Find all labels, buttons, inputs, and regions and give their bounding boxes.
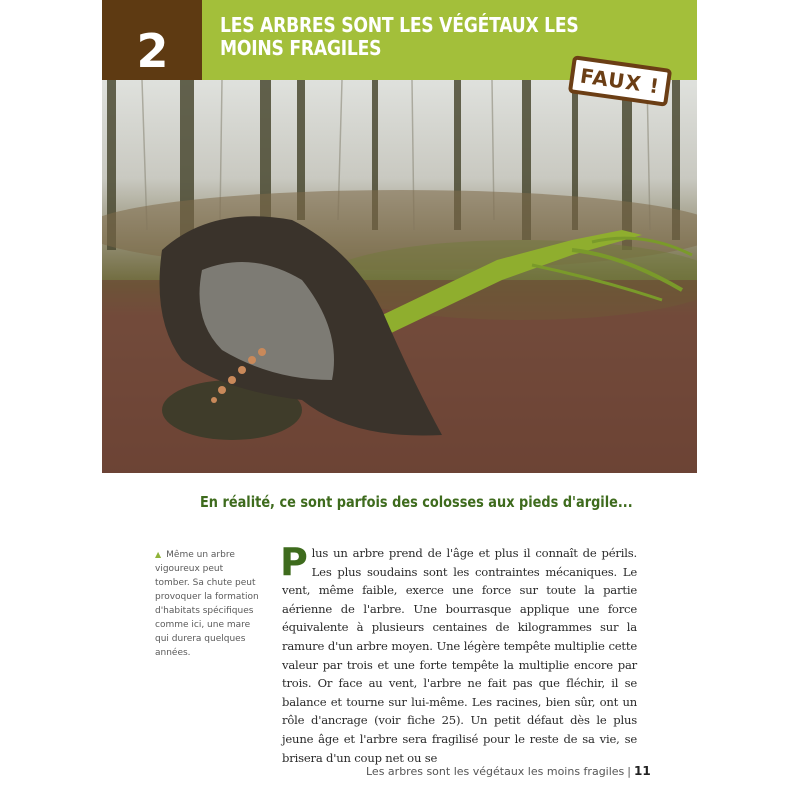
triangle-up-icon: ▲ (155, 550, 162, 559)
photo-caption (155, 548, 260, 660)
page-footer (366, 764, 651, 778)
running-title: Les arbres sont les végétaux les moins fragiles (366, 765, 625, 778)
chapter-number: 2 (102, 0, 202, 101)
caption-text: Même un arbre vigoureux peut tomber. Sa chute peut provoquer la formation d'habitats spécifiques comme ici, une mare qui durera quelques années. (155, 550, 259, 658)
body-paragraph: lus un arbre prend de l'âge et plus il connaît de périls. Les plus soudains sont les contraintes mécaniques. Le vent, même faible, exerce une force sur toute la partie aérienne de l'arbre. Une bourrasque applique une force équivalente à plusieurs centaines de kilogrammes sur la ramure d'un arbre moyen. Une légère tempête multiplie cette valeur par trois et une forte tempête la multiplie encore par trois. Or face au vent, l'arbre ne fait pas que fléchir, il se balance et tourne sur lui-même. Les racines, bien sûr, ont un rôle d'ancrage (voir fiche 25). Un petit défaut dès le plus jeune âge et l'arbre sera fragilisé pour le reste de sa vie, se brisera d'un coup net ou se (282, 546, 637, 765)
footer-separator: | (627, 765, 632, 778)
page-title: LES ARBRES SONT LES VÉGÉTAUX LES MOINS FRAGILES (220, 13, 579, 60)
page-number: 11 (634, 764, 651, 778)
uprooted-tree-illustration (102, 80, 697, 473)
forest-photo (102, 80, 697, 473)
subtitle: En réalité, ce sont parfois des colosses aux pieds d'argile... (200, 493, 633, 511)
verdict-badge: FAUX ! (568, 55, 672, 107)
body-text (280, 540, 637, 767)
drop-cap: P (280, 540, 308, 584)
